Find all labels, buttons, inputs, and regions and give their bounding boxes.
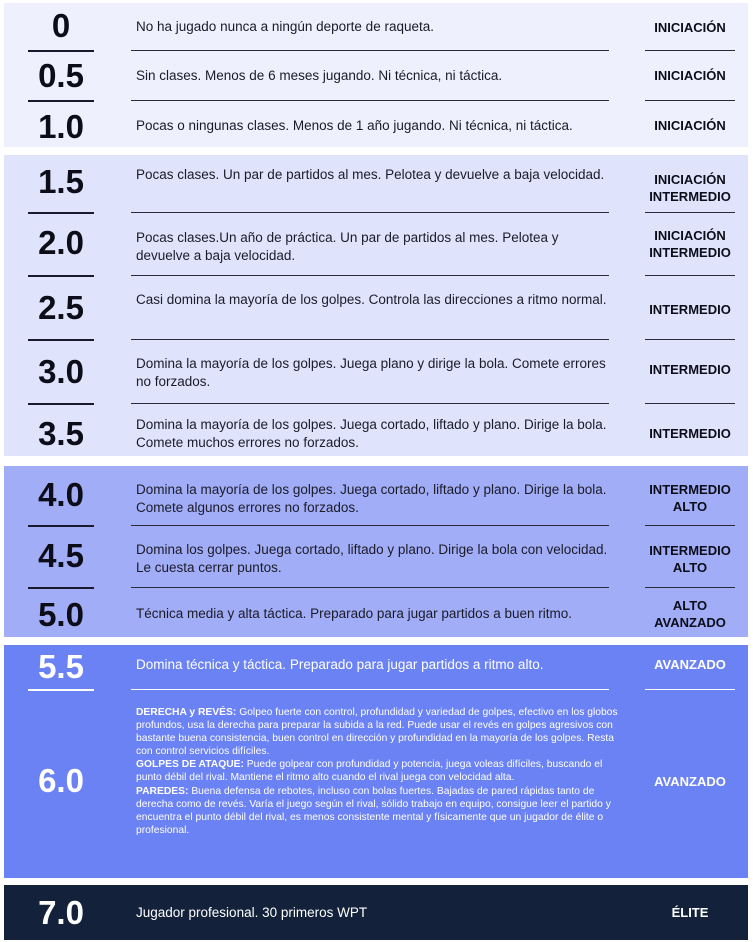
detail-label-derecha-reves: DERECHA y REVÉS: — [136, 707, 237, 718]
detail-text-derecha-reves: Golpeo fuerte con control, profundidad y variedad de golpes, efectivo en los globos profundos, usa la derecha para preparar la subida a la red. Puede usar el revés en golpes agresivos con bastante buena consistencia, buen control en dirección y profundidad en la mayoría de los golpes. Resta con control servicios difíciles. — [136, 707, 618, 758]
level-row — [4, 526, 748, 588]
level-description: Sin clases. Menos de 6 meses jugando. Ni técnica, ni táctica. — [136, 68, 503, 83]
level-category: INICIACIÓN INTERMEDIO — [649, 172, 731, 204]
level-number: 3.0 — [38, 353, 84, 390]
level-number: 4.0 — [38, 476, 84, 513]
level-category: INTERMEDIO — [649, 426, 731, 441]
level-number: 1.5 — [38, 163, 84, 200]
detail-label-paredes: PAREDES: — [136, 785, 189, 797]
level-description: Domina los golpes. Juega cortado, liftado y plano. Dirige la bola con velocidad. Le cuesta cerrar puntos. — [136, 542, 608, 575]
level-6-description — [136, 706, 620, 837]
level-row — [4, 466, 748, 526]
level-category: AVANZADO — [654, 657, 726, 672]
detail-text-paredes: Buena defensa de rebotes, incluso con bolas fuertes. Bajadas de pared rápidas tanto de derecha como de revés. Varía el juego según el rival, sólido trabajo en equipo, consigue leer el partido y encuentra el punto débil del rival, es menos consistente mental y físicamente que un jugador de élite o profesional. — [136, 785, 611, 836]
level-category: ALTO AVANZADO — [654, 598, 726, 630]
level-number: 2.5 — [38, 289, 84, 326]
level-number: 5.0 — [38, 596, 84, 633]
level-row — [4, 885, 748, 940]
level-row — [4, 155, 748, 213]
level-number: 0.5 — [38, 57, 84, 94]
level-category: INICIACIÓN INTERMEDIO — [649, 228, 731, 260]
level-description: No ha jugado nunca a ningún deporte de raqueta. — [136, 19, 434, 34]
level-row — [4, 690, 748, 878]
level-category: INTERMEDIO — [649, 362, 731, 377]
level-description: Domina la mayoría de los golpes. Juega plano y dirige la bola. Comete errores no forzados. — [136, 356, 606, 389]
level-number: 5.5 — [38, 648, 84, 685]
level-category: INTERMEDIO — [649, 302, 731, 317]
level-description: Pocas clases.Un año de práctica. Un par de partidos al mes. Pelotea y devuelve a baja velocidad. — [136, 230, 559, 263]
level-row — [4, 3, 748, 51]
level-row — [4, 213, 748, 276]
level-description: Domina la mayoría de los golpes. Juega cortado, liftado y plano. Dirige la bola. Comete algunos errores no forzados. — [136, 482, 607, 515]
level-description: Técnica media y alta táctica. Preparado para jugar partidos a buen ritmo. — [136, 606, 572, 621]
level-description: Domina la mayoría de los golpes. Juega cortado, liftado y plano. Dirige la bola. Comete muchos errores no forzados. — [136, 417, 607, 450]
level-row — [4, 404, 748, 456]
level-category: INICIACIÓN — [654, 118, 726, 133]
level-number: 2.0 — [38, 224, 84, 261]
level-category: INICIACIÓN — [654, 68, 726, 83]
level-description: Jugador profesional. 30 primeros WPT — [136, 905, 368, 920]
level-description: Domina técnica y táctica. Preparado para jugar partidos a ritmo alto. — [136, 657, 544, 672]
level-category: INTERMEDIO ALTO — [649, 543, 731, 575]
detail-label-golpes-ataque: GOLPES DE ATAQUE: — [136, 759, 244, 771]
level-description: Casi domina la mayoría de los golpes. Controla las direcciones a ritmo normal. — [136, 292, 607, 307]
level-description: Pocas o ningunas clases. Menos de 1 año jugando. Ni técnica, ni táctica. — [136, 118, 573, 133]
level-category: INTERMEDIO ALTO — [649, 482, 731, 514]
level-row — [4, 276, 748, 340]
level-number: 0 — [51, 7, 71, 44]
level-number: 6.0 — [38, 762, 84, 799]
level-number: 4.5 — [38, 537, 84, 574]
level-row — [4, 588, 748, 637]
level-number: 7.0 — [38, 894, 84, 931]
level-row — [4, 340, 748, 404]
level-row — [4, 101, 748, 147]
level-row — [4, 51, 748, 101]
level-category: ÉLITE — [671, 905, 709, 920]
level-description: Pocas clases. Un par de partidos al mes. Pelotea y devuelve a baja velocidad. — [136, 167, 605, 182]
level-row — [4, 645, 748, 690]
level-category: INICIACIÓN — [654, 20, 726, 35]
level-category: AVANZADO — [654, 774, 726, 789]
level-number: 3.5 — [38, 415, 84, 452]
level-number: 1.0 — [38, 108, 84, 145]
detail-text-golpes-ataque: Puede golpear con profundidad y potencia, juega voleas difíciles, buscando el punto débil del rival. Mantiene el ritmo alto cuando el rival juega con velocidad alta. — [136, 759, 603, 784]
